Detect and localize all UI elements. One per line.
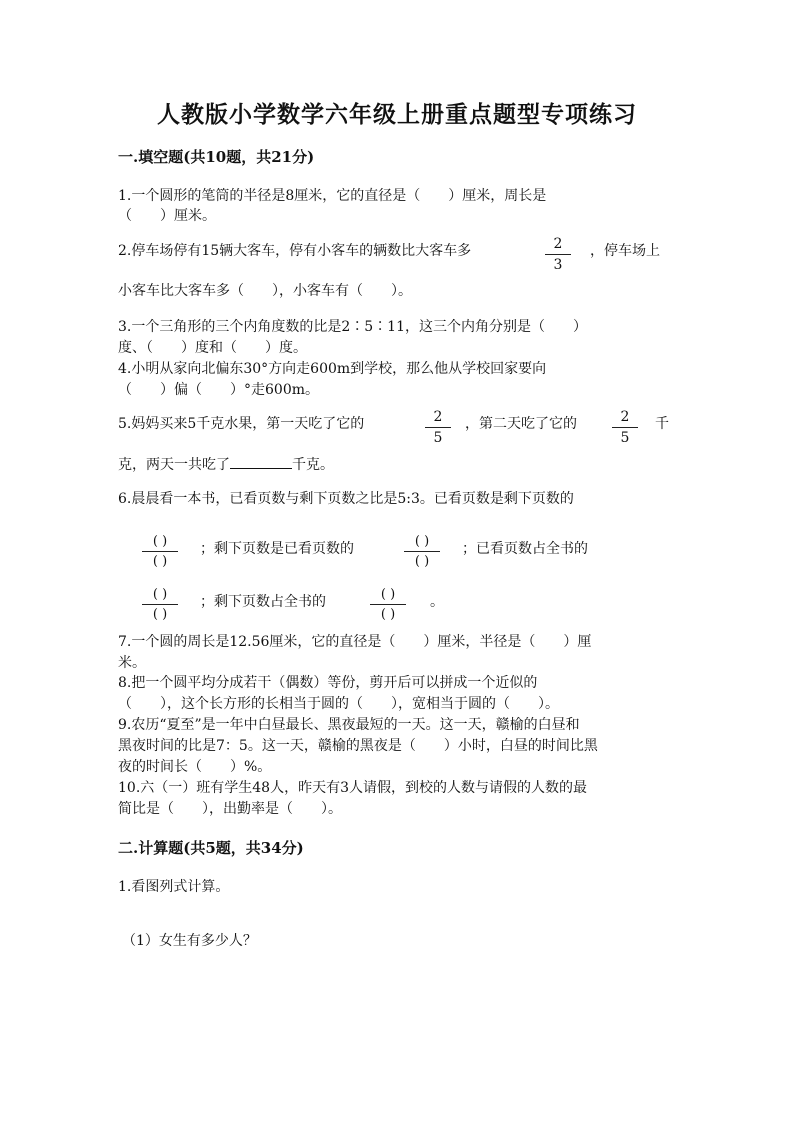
q6-text-4: 。 [430,594,444,610]
q6-text-2: ；已看页数占全书的 [462,541,588,557]
q5-text-after: 千 [655,416,669,432]
section-fill-in-title: 一.填空题(共10题，共21分) [118,148,315,166]
q8-line-2: （ ），这个长方形的长相当于圆的（ ），宽相当于圆的（ ）。 [118,696,559,712]
q6-answer-fraction-3 [142,587,178,622]
q3-line-2: 度、（ ）度和（ ）度。 [118,340,307,356]
q4-line-2: （ ）偏（ ）°走600m。 [118,382,319,398]
q5-fraction-2-denominator: 5 [620,430,630,446]
fraction-bar [545,254,571,255]
q5-text-before: 5.妈妈买来5千克水果，第一天吃了它的 [118,416,365,432]
fraction-bar [142,551,178,552]
q1-line-1: 1.一个圆形的笔筒的半径是8厘米，它的直径是（ ）厘米，周长是 [118,188,547,204]
fraction-numerator-blank: ( ) [152,534,168,549]
q8-line-1: 8.把一个圆平均分成若干（偶数）等份，剪开后可以拼成一个近似的 [118,675,538,691]
q3-line-1: 3.一个三角形的三个内角度数的比是2∶5∶11，这三个内角分别是（ ） [118,319,587,335]
section-calculation-title: 二.计算题(共5题，共34分) [118,839,304,857]
q2-fraction-denominator: 3 [553,257,563,273]
q5-text-middle: ，第二天吃了它的 [465,416,577,432]
fraction-denominator-blank: ( ) [152,607,168,622]
q5-fraction-1 [425,409,451,446]
q6-text-3: ；剩下页数占全书的 [200,594,326,610]
page-title: 人教版小学数学六年级上册重点题型专项练习 [157,101,637,128]
fraction-bar [142,604,178,605]
q7-line-2: 米。 [118,655,146,671]
q5-answer-blank [230,454,292,469]
fraction-denominator-blank: ( ) [152,554,168,569]
q4-line-1: 4.小明从家向北偏东30°方向走600m到学校，那么他从学校回家要向 [118,361,547,377]
fraction-numerator-blank: ( ) [380,587,396,602]
calc-q1: 1.看图列式计算。 [118,879,230,895]
q5-line-2-start: 克，两天一共吃了 [118,457,230,473]
q5-fraction-2-numerator: 2 [620,409,630,425]
q6-line-1: 6.晨晨看一本书，已看页数与剩下页数之比是5:3。已看页数是剩下页数的 [118,491,574,507]
q2-text-before: 2.停车场停有15辆大客车，停有小客车的辆数比大客车多 [118,243,472,259]
q7-line-1: 7.一个圆的周长是12.56厘米，它的直径是（ ）厘米，半径是（ ）厘 [118,634,592,650]
q5-fraction-2 [612,409,638,446]
q6-text-1: ；剩下页数是已看页数的 [200,541,354,557]
fraction-denominator-blank: ( ) [380,607,396,622]
q2-fraction-numerator: 2 [553,236,563,252]
q9-line-1: 9.农历“夏至”是一年中白昼最长、黑夜最短的一天。这一天，赣榆的白昼和 [118,717,580,733]
fraction-bar [425,427,451,428]
q2-text-after: ，停车场上 [590,243,660,259]
fraction-numerator-blank: ( ) [152,587,168,602]
fraction-bar [370,604,406,605]
q6-answer-fraction-4 [370,587,406,622]
q5-line-2-end: 千克。 [292,457,334,473]
q9-line-2: 黑夜时间的比是7：5。这一天，赣榆的黑夜是（ ）小时，白昼的时间比黑 [118,738,598,754]
q2-fraction [545,236,571,273]
q10-line-1: 10.六（一）班有学生48人，昨天有3人请假，到校的人数与请假的人数的最 [118,780,587,796]
q1-line-2: （ ）厘米。 [118,208,216,224]
q5-fraction-1-denominator: 5 [433,430,443,446]
q2-line-2: 小客车比大客车多（ ），小客车有（ ）。 [118,283,412,299]
fraction-numerator-blank: ( ) [414,534,430,549]
q10-line-2: 简比是（ ），出勤率是（ ）。 [118,801,342,817]
fraction-bar [404,551,440,552]
q5-line-2 [118,454,334,475]
q9-line-3: 夜的时间长（ ）%。 [118,759,272,775]
q6-answer-fraction-2 [404,534,440,569]
fraction-denominator-blank: ( ) [414,554,430,569]
q6-answer-fraction-1 [142,534,178,569]
fraction-bar [612,427,638,428]
calc-q1-part-1: （1）女生有多少人？ [122,933,257,949]
q5-fraction-1-numerator: 2 [433,409,443,425]
